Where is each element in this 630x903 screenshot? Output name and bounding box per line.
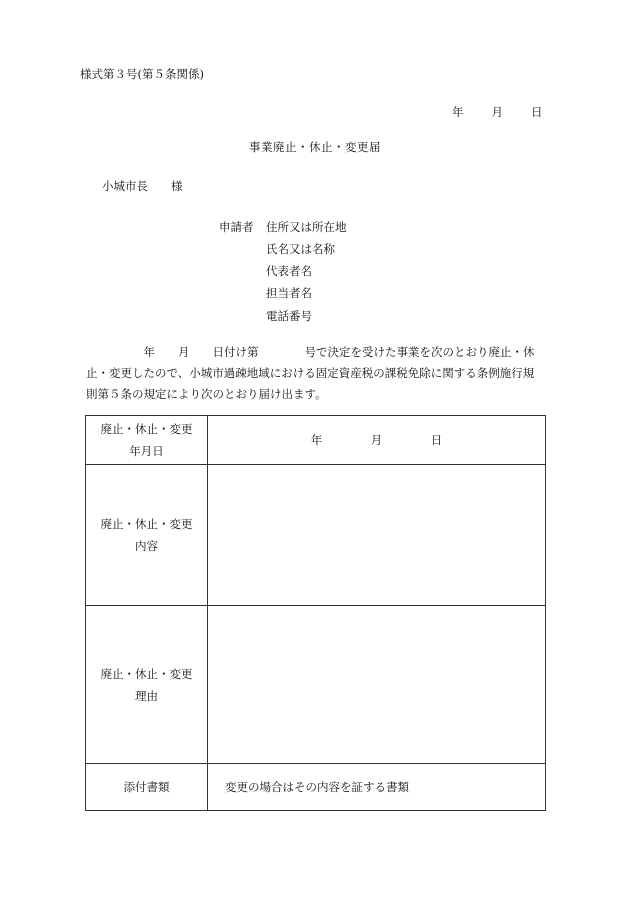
applicant-name-field: 氏名又は名称 xyxy=(266,242,335,256)
reason-row-label: 廃止・休止・変更 理由 xyxy=(86,606,208,764)
document-title: 事業廃止・休止・変更届 xyxy=(249,140,381,154)
date-month-label: 月 xyxy=(491,105,503,119)
date-row-value[interactable] xyxy=(208,416,546,465)
applicant-contact-person-field: 担当者名 xyxy=(266,286,312,300)
body-line: 則第５条の規定により次のとおり届け出ます。 xyxy=(86,387,327,401)
applicant-address-field: 住所又は所在地 xyxy=(266,220,347,234)
notification-body xyxy=(86,342,548,405)
content-row-label: 廃止・休止・変更 内容 xyxy=(86,465,208,606)
applicant-label: 申請者 xyxy=(219,220,254,234)
applicant-phone-field: 電話番号 xyxy=(266,309,312,323)
notification-table xyxy=(85,415,546,811)
attachment-row-value: 変更の場合はその内容を証する書類 xyxy=(208,764,546,811)
applicant-representative-field: 代表者名 xyxy=(266,264,312,278)
submission-date-line xyxy=(452,104,543,120)
date-day-label: 日 xyxy=(531,105,543,119)
table-date-month: 月 xyxy=(370,433,383,447)
reason-row xyxy=(86,606,546,764)
addressee: 小城市長 様 xyxy=(102,179,183,193)
date-row xyxy=(86,416,546,465)
table-date-day: 日 xyxy=(430,433,443,447)
body-line: 年 月 日付け第 号で決定を受けた事業を次のとおり廃止・休 xyxy=(86,345,535,359)
attachment-row xyxy=(86,764,546,811)
form-number: 様式第３号(第５条関係) xyxy=(80,67,204,81)
date-row-label: 廃止・休止・変更 年月日 xyxy=(86,416,208,465)
table-date-year: 年 xyxy=(310,433,323,447)
reason-row-value[interactable] xyxy=(208,606,546,764)
attachment-row-label: 添付書類 xyxy=(86,764,208,811)
content-row-value[interactable] xyxy=(208,465,546,606)
body-line: 止・変更したので、小城市過疎地域における固定資産税の課税免除に関する条例施行規 xyxy=(86,366,535,380)
content-row xyxy=(86,465,546,606)
date-year-label: 年 xyxy=(452,105,464,119)
